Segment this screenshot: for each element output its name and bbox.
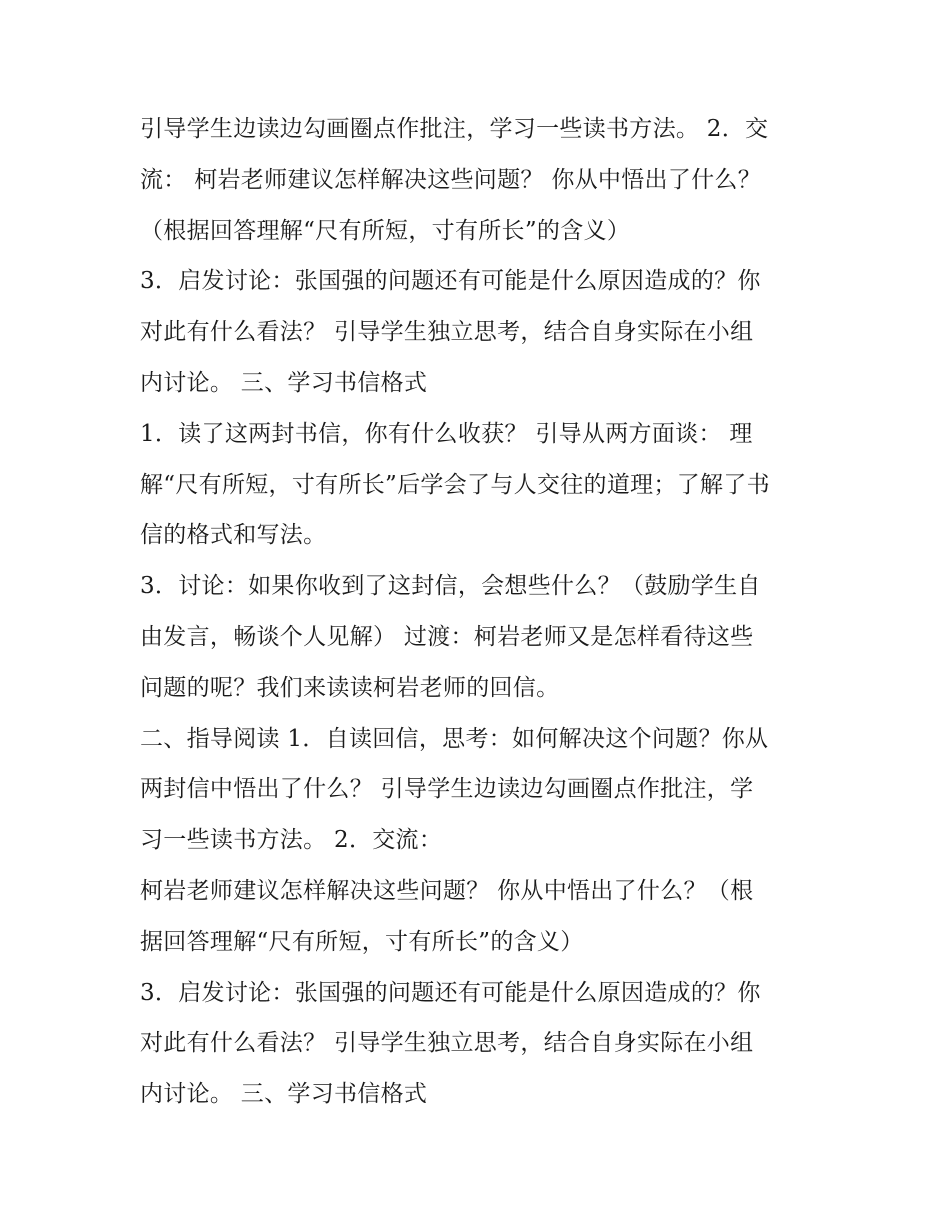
text-line: （根据回答理解“尺有所短，寸有所长”的含义） <box>140 217 631 244</box>
text-line: 内讨论。 三、学习书信格式 <box>140 369 428 396</box>
text-line: 对此有什么看法？ 引导学生独立思考，结合自身实际在小组 <box>140 1030 754 1057</box>
text-line: 二、指导阅读 1．自读回信，思考：如何解决这个问题？你从 <box>140 725 769 752</box>
text-line: 3．启发讨论：张国强的问题还有可能是什么原因造成的？你 <box>140 979 761 1006</box>
text-line: 习一些读书方法。 2．交流： <box>140 827 443 854</box>
document-body <box>140 104 830 1120</box>
text-line: 对此有什么看法？ 引导学生独立思考，结合自身实际在小组 <box>140 319 754 346</box>
text-line: 引导学生边读边勾画圈点作批注，学习一些读书方法。 2．交 <box>140 116 769 142</box>
text-line: 3．启发讨论：张国强的问题还有可能是什么原因造成的？你 <box>140 268 761 295</box>
text-line: 两封信中悟出了什么？ 引导学生边读边勾画圈点作批注，学 <box>140 776 754 803</box>
text-line: 流： 柯岩老师建议怎样解决这些问题？ 你从中悟出了什么？ <box>140 166 762 193</box>
text-line: 由发言，畅谈个人见解） 过渡：柯岩老师又是怎样看待这些 <box>140 623 754 650</box>
text-line: 问题的呢？我们来读读柯岩老师的回信。 <box>140 674 560 701</box>
text-line: 信的格式和写法。 <box>140 522 327 549</box>
text-line: 柯岩老师建议怎样解决这些问题？ 你从中悟出了什么？（根 <box>140 877 754 904</box>
text-line: 解“尺有所短，寸有所长”后学会了与人交往的道理；了解了书 <box>140 471 770 498</box>
text-line: 据回答理解“尺有所短，寸有所长”的含义） <box>140 928 584 955</box>
text-line: 1．读了这两封书信，你有什么收获？ 引导从两方面谈： 理 <box>140 420 753 447</box>
text-line: 内讨论。 三、学习书信格式 <box>140 1081 428 1108</box>
text-line: 3．讨论：如果你收到了这封信，会想些什么？（鼓励学生自 <box>140 573 761 600</box>
